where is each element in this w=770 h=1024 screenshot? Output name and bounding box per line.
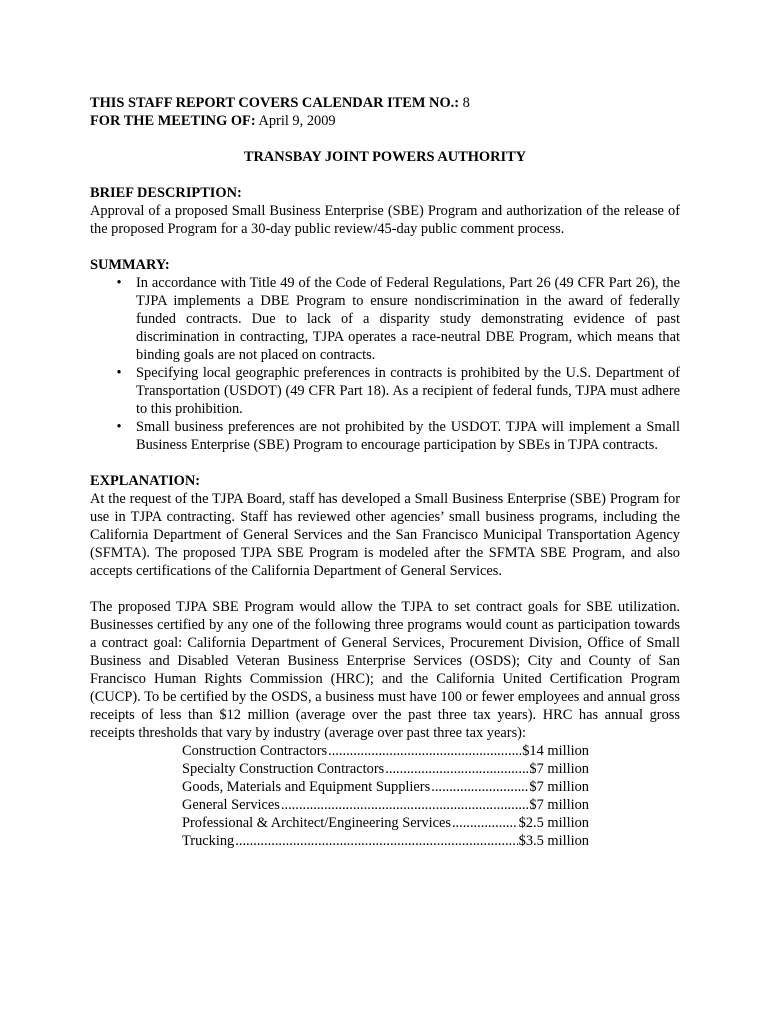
threshold-amount: $7 million [529,797,589,813]
threshold-category: Construction Contractors [182,743,328,759]
threshold-amount: $14 million [522,743,589,759]
bullet-icon: • [116,365,122,381]
dot-leader [328,742,521,760]
threshold-row [182,796,589,814]
summary-bullet-text: In accordance with Title 49 of the Code of Federal Regulations, Part 26 (49 CFR Part 26), the TJPA implements a DBE Program to ensure nondiscrimination in the award of federally funded contracts. Due to lack of a disparity study demonstrating evidence of past discrimination in contracting, TJPA operates a race-neutral DBE Program, which means that binding goals are not placed on contracts. [136,275,680,363]
calendar-item-label: THIS STAFF REPORT COVERS CALENDAR ITEM NO.: [90,95,460,111]
threshold-amount: $3.5 million [518,833,589,849]
summary-list [90,274,680,454]
threshold-amount: $7 million [529,779,589,795]
dot-leader [281,796,529,814]
dot-leader [431,778,528,796]
threshold-category: Trucking [182,833,235,849]
meeting-label: FOR THE MEETING OF: [90,113,256,129]
threshold-list [182,742,589,850]
summary-bullet-text: Small business preferences are not prohibited by the USDOT. TJPA will implement a Small Business Enterprise (SBE) Program to encourage participation by SBEs in TJPA contracts. [136,419,680,453]
bullet-icon: • [116,275,122,291]
dot-leader [235,832,517,850]
threshold-amount: $2.5 million [518,815,589,831]
explanation-heading: EXPLANATION: [90,473,201,489]
summary-bullet [90,418,680,454]
threshold-category: General Services [182,797,280,813]
threshold-row [182,742,589,760]
threshold-amount: $7 million [529,761,589,777]
meeting-date: April 9, 2009 [258,113,336,129]
calendar-item-number: 8 [462,95,470,111]
threshold-row [182,832,589,850]
threshold-category: Specialty Construction Contractors [182,761,385,777]
brief-description-text: Approval of a proposed Small Business Enterprise (SBE) Program and authorization of the release of the proposed Program for a 30-day public review/45-day public comment process. [90,203,680,237]
summary-bullet-text: Specifying local geographic preferences in contracts is prohibited by the U.S. Department of Transportation (USDOT) (49 CFR Part 18). As a recipient of federal funds, TJPA must adhere to this prohibition. [136,365,680,417]
threshold-row [182,814,589,832]
explanation-paragraph-2: The proposed TJPA SBE Program would allow the TJPA to set contract goals for SBE utilization. Businesses certified by any one of the following three programs would count as participation towards a contract goal: California Department of General Services, Procurement Division, Office of Small Business and Disabled Veteran Business Enterprise Services (OSDS); City and County of San Francisco Human Rights Commission (HRC); and the California United Certification Program (CUCP). To be certified by the OSDS, a business must have 100 or fewer employees and annual gross receipts of less than $12 million (average over the past three tax years). HRC has annual gross receipts thresholds that vary by industry (average over past three tax years): [90,599,680,741]
threshold-category: Goods, Materials and Equipment Suppliers [182,779,431,795]
summary-bullet [90,364,680,418]
document-page [90,94,680,850]
brief-description-heading: BRIEF DESCRIPTION: [90,185,242,201]
calendar-item-line [90,94,680,112]
bullet-icon: • [116,419,122,435]
explanation-paragraph-1: At the request of the TJPA Board, staff has developed a Small Business Enterprise (SBE) Program for use in TJPA contracting. Staff has reviewed other agencies’ small business programs, including the California Department of General Services and the San Francisco Municipal Transportation Agency (SFMTA). The proposed TJPA SBE Program is modeled after the SFMTA SBE Program, and also accepts certifications of the California Department of General Services. [90,491,680,579]
organization-title: TRANSBAY JOINT POWERS AUTHORITY [243,149,527,165]
meeting-line [90,112,680,130]
summary-bullet [90,274,680,364]
dot-leader [385,760,528,778]
threshold-row [182,760,589,778]
summary-heading: SUMMARY: [90,257,170,273]
threshold-row [182,778,589,796]
threshold-category: Professional & Architect/Engineering Services [182,815,451,831]
dot-leader [452,814,518,832]
